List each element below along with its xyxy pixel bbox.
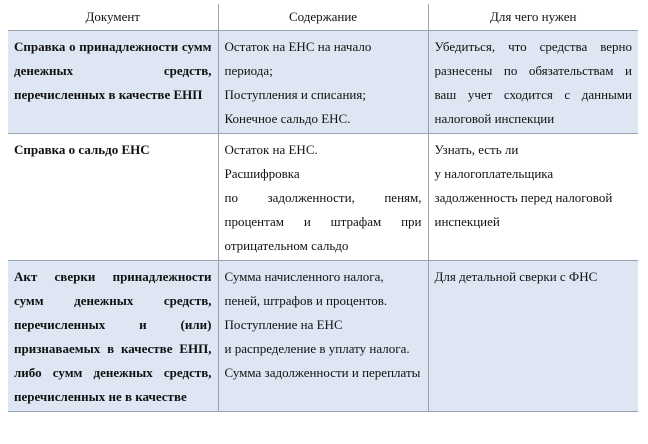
content-cell	[218, 261, 428, 412]
purpose-line: Узнать, есть ли	[434, 142, 519, 157]
purpose-cell	[428, 134, 638, 261]
table-row	[8, 31, 638, 134]
table-row	[8, 261, 638, 412]
purpose-cell: Убедиться, что средства верно разнесены по обязательствам и ваш учет сходится с данными налоговой инспекции	[428, 31, 638, 134]
document-name-cell: Справка о сальдо ЕНС	[14, 142, 150, 157]
content-line: Остаток на ЕНС на начало периода;	[224, 39, 372, 78]
header-purpose: Для чего нужен	[428, 4, 638, 31]
content-line: Сумма начисленного налога, пеней, штрафов и процентов.	[224, 269, 388, 308]
purpose-line: у налогоплательщика задолженность перед налоговой инспекцией	[434, 166, 613, 229]
content-cell	[218, 134, 428, 261]
document-name-cell: Акт сверки принадлежности сумм денежных средств, перечисленных и (или) признаваемых в качестве ЕНП, либо сумм денежных средств, перечисленных не в качестве	[8, 261, 218, 412]
content-line: Поступление на ЕНС	[224, 317, 343, 332]
table-header-row	[8, 4, 638, 31]
header-document: Документ	[85, 9, 140, 24]
content-line: Расшифровка	[224, 166, 300, 181]
document-name-cell: Справка о принадлежности сумм денежных средств, перечисленных в качестве ЕНП	[8, 31, 218, 134]
documents-table	[8, 4, 638, 412]
content-line: по задолженности, пеням, процентам и штрафам при отрицательном сальдо	[224, 190, 422, 253]
purpose-cell: Для детальной сверки с ФНС	[428, 261, 638, 412]
table-row	[8, 134, 638, 261]
content-line: и распределение в уплату налога.	[224, 341, 410, 356]
content-line: Остаток на ЕНС.	[224, 142, 318, 157]
header-content: Содержание	[218, 4, 428, 31]
content-line: Поступления и списания;	[224, 87, 366, 102]
content-cell	[218, 31, 428, 134]
content-line: Сумма задолженности и переплаты	[224, 365, 421, 380]
content-line: Конечное сальдо ЕНС.	[224, 111, 351, 126]
